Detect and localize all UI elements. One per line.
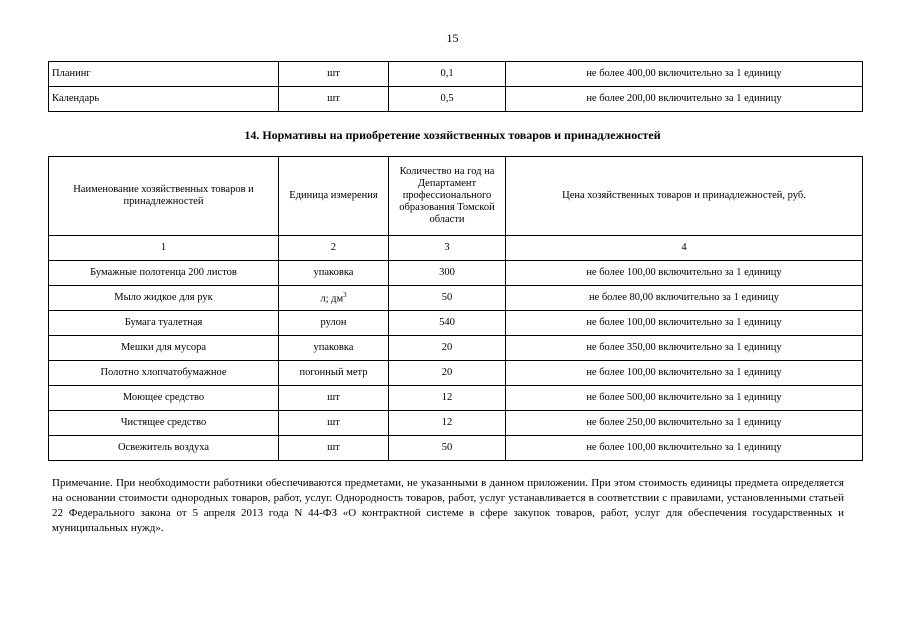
item-name-cell: Мешки для мусора <box>49 336 279 361</box>
unit-cell: упаковка <box>279 336 389 361</box>
quantity-cell: 12 <box>389 386 506 411</box>
column-number-row <box>49 236 863 261</box>
price-cell: не более 400,00 включительно за 1 единицу <box>506 62 863 87</box>
header-item-name: Наименование хозяйственных товаров и принадлежностей <box>49 157 279 236</box>
page-number: 15 <box>446 31 459 45</box>
price-cell: не более 200,00 включительно за 1 единицу <box>506 87 863 112</box>
unit-cell <box>279 286 389 311</box>
unit-superscript: 3 <box>343 290 347 299</box>
quantity-cell: 540 <box>389 311 506 336</box>
table-row <box>49 62 863 87</box>
unit-cell: шт <box>279 411 389 436</box>
price-cell: не более 80,00 включительно за 1 единицу <box>506 286 863 311</box>
price-cell: не более 500,00 включительно за 1 единицу <box>506 386 863 411</box>
unit-cell: рулон <box>279 311 389 336</box>
quantity-cell: 20 <box>389 336 506 361</box>
note-paragraph: Примечание. При необходимости работники обеспечиваются предметами, не указанными в данном приложении. При этом стоимость единицы предмета определяется на основании стоимости однородных товаров, работ, услуг. Однородность товаров, работ, услуг устанавливается в соответствии с правилами, установленными статьей 22 Федерального закона от 5 апреля 2013 года N 44-ФЗ «О контрактной системе в сфере закупок товаров, работ, услуг для обеспечения государственных и муниципальных нужд». <box>52 477 844 534</box>
main-table <box>48 156 863 461</box>
unit-cell: шт <box>279 436 389 461</box>
quantity-cell: 12 <box>389 411 506 436</box>
column-number: 3 <box>389 236 506 261</box>
table-row <box>49 261 863 286</box>
quantity-cell: 300 <box>389 261 506 286</box>
price-cell: не более 100,00 включительно за 1 единицу <box>506 311 863 336</box>
item-name-cell: Календарь <box>49 87 279 112</box>
table-row <box>49 286 863 311</box>
column-number: 1 <box>49 236 279 261</box>
unit-cell: погонный метр <box>279 361 389 386</box>
header-row <box>49 157 863 236</box>
item-name-cell: Бумага туалетная <box>49 311 279 336</box>
top-table <box>48 61 863 112</box>
price-cell: не более 100,00 включительно за 1 единицу <box>506 436 863 461</box>
header-price: Цена хозяйственных товаров и принадлежностей, руб. <box>506 157 863 236</box>
table-row <box>49 361 863 386</box>
table-row <box>49 87 863 112</box>
item-name-cell: Мыло жидкое для рук <box>49 286 279 311</box>
unit-text: л; дм <box>320 293 344 305</box>
quantity-cell: 50 <box>389 286 506 311</box>
quantity-cell: 50 <box>389 436 506 461</box>
price-cell: не более 100,00 включительно за 1 единицу <box>506 361 863 386</box>
table-row <box>49 311 863 336</box>
item-name-cell: Полотно хлопчатобумажное <box>49 361 279 386</box>
section-title: 14. Нормативы на приобретение хозяйственных товаров и принадлежностей <box>244 128 661 142</box>
header-unit: Единица измерения <box>279 157 389 236</box>
unit-cell: шт <box>279 386 389 411</box>
item-name-cell: Чистящее средство <box>49 411 279 436</box>
item-name-cell: Освежитель воздуха <box>49 436 279 461</box>
item-name-cell: Бумажные полотенца 200 листов <box>49 261 279 286</box>
unit-cell: упаковка <box>279 261 389 286</box>
price-cell: не более 350,00 включительно за 1 единицу <box>506 336 863 361</box>
table-row <box>49 386 863 411</box>
quantity-cell: 0,1 <box>389 62 506 87</box>
quantity-cell: 0,5 <box>389 87 506 112</box>
item-name-cell: Планинг <box>49 62 279 87</box>
table-row <box>49 411 863 436</box>
quantity-cell: 20 <box>389 361 506 386</box>
table-row <box>49 436 863 461</box>
table-row <box>49 336 863 361</box>
column-number: 2 <box>279 236 389 261</box>
price-cell: не более 250,00 включительно за 1 единицу <box>506 411 863 436</box>
item-name-cell: Моющее средство <box>49 386 279 411</box>
unit-cell: шт <box>279 62 389 87</box>
unit-cell: шт <box>279 87 389 112</box>
price-cell: не более 100,00 включительно за 1 единицу <box>506 261 863 286</box>
column-number: 4 <box>506 236 863 261</box>
header-quantity: Количество на год на Департамент профессионального образования Томской области <box>389 157 506 236</box>
